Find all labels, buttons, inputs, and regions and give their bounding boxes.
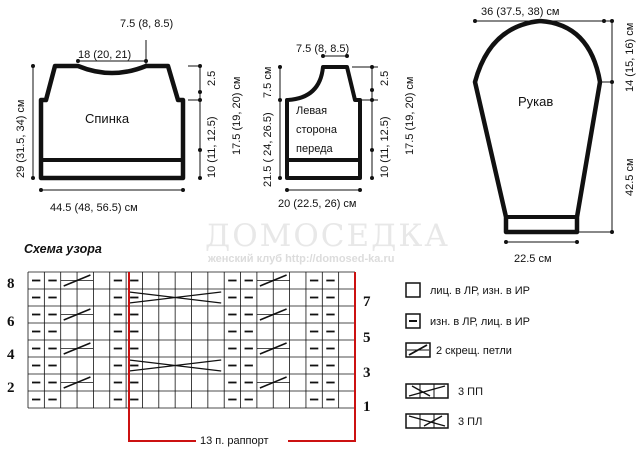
legend-knit: лиц. в ЛР, изн. в ИР: [430, 285, 530, 297]
sleeve-cap: 14 (15, 16) см: [624, 22, 636, 92]
sleeve-length: 42.5 см: [624, 158, 636, 196]
back-height: 29 (31.5, 34) см: [15, 99, 27, 178]
front-armhole: 17.5 (19, 20) см: [404, 76, 416, 155]
back-lower: 10 (11, 12.5): [206, 116, 218, 178]
back-neck-depth: 7.5 (8, 8.5): [120, 18, 174, 30]
back-width: 44.5 (48, 56.5) см: [50, 202, 138, 214]
legend-3pl: 3 ПЛ: [458, 416, 483, 428]
legend: [406, 283, 530, 428]
legend-3pp: 3 ПП: [458, 386, 483, 398]
back-shoulder: 2.5: [206, 70, 218, 86]
chart-title: Схема узора: [24, 242, 102, 256]
row-number-2: 2: [7, 380, 15, 396]
sleeve-name: Рукав: [518, 94, 554, 109]
front-neck-width: 7.5 (8, 8.5): [296, 43, 350, 55]
watermark-tagline: женский клуб http://domosed-ka.ru: [208, 253, 395, 265]
row-number-8: 8: [7, 276, 15, 292]
pattern-chart-grid: [28, 272, 355, 408]
row-number-7: 7: [363, 294, 371, 310]
sleeve-piece: [473, 6, 636, 265]
front-neck-depth: 7.5 см: [262, 66, 274, 98]
front-width: 20 (22.5, 26) см: [278, 198, 357, 210]
front-shoulder: 2.5: [379, 70, 391, 86]
sleeve-bottom-width: 22.5 см: [514, 253, 552, 265]
row-number-1: 1: [363, 399, 371, 415]
front-piece: [262, 43, 416, 210]
repeat-label: 13 п. раппорт: [200, 435, 269, 447]
back-neck-width: 18 (20, 21): [78, 49, 132, 61]
legend-cross2: 2 скрещ. петли: [436, 345, 512, 357]
row-number-3: 3: [363, 365, 371, 381]
watermark-brand: ДОМОСЕДКА: [205, 218, 450, 254]
sleeve-outline: [475, 21, 600, 232]
row-number-4: 4: [7, 347, 15, 363]
sleeve-top-width: 36 (37.5, 38) см: [481, 6, 560, 18]
front-name-line2: сторона: [296, 124, 337, 136]
row-number-6: 6: [7, 314, 15, 330]
repeat-bracket: [129, 272, 355, 441]
front-lower: 10 (11, 12.5): [379, 116, 391, 178]
row-number-5: 5: [363, 330, 371, 346]
front-name-line3: переда: [296, 143, 333, 155]
legend-purl: изн. в ЛР, лиц. в ИР: [430, 316, 530, 328]
back-armhole: 17.5 (19, 20) см: [231, 76, 243, 155]
front-height: 21.5 ( 24, 26.5): [262, 112, 274, 187]
front-name-line1: Левая: [296, 105, 328, 117]
back-piece: [15, 18, 243, 214]
back-name: Спинка: [85, 111, 130, 126]
